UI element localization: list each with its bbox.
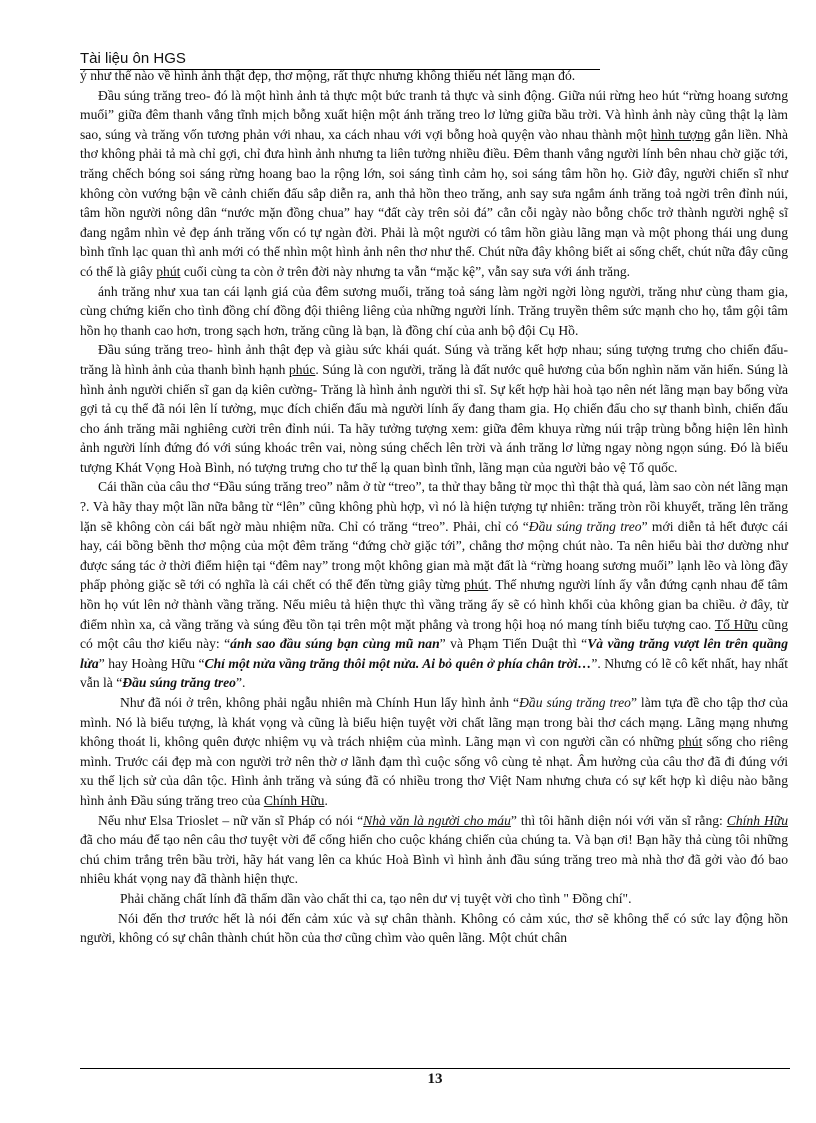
paragraph-1: Đầu súng trăng treo- đó là một hình ảnh tả thực một bức tranh tả thực và sinh động. Giữa núi rừng heo hút “rừng hoang sương muối” giữa đêm thanh vắng tĩnh mịch bỗng xuất hiện một ánh trăng treo lơ lửng giữa bầu trời. Và hình ảnh này cũng thật lạ làm sao, súng và trăng vốn tương phản với nhau, xa cách nhau với vợi bỗng hoà quyện vào nhau thành một hình tượng gắn liền. Nhà thơ không phải tả mà chỉ gợi, chỉ đưa hình ảnh nhưng ta liên tưởng nhiều điều. Đêm thanh vắng người lính bên nhau chờ giặc tới, trăng chếch bóng soi sáng rừng hoang bao la rộng lớn, soi sáng tình cảm họ, soi sáng tâm hồn họ. Giờ đây, người chiến sĩ như không còn vướng bận về cảnh chiến đấu sắp diễn ra, anh thả hồn theo trăng, anh say sưa ngắm ánh trăng toả ngời trên đỉnh núi, tâm hồn người nông dân “nước mặn đồng chua” hay “đất cày trên sỏi đá” cằn cỗi ngày nào bỗng chốc trở thành người nghệ sĩ đang ngắm nhìn vẻ đẹp ánh trăng vốn có tự ngàn đời. Phải là một người có tâm hồn giàu lãng mạn và một phong thái ung dung bình tĩnh lạc quan thì anh mới có thể nhìn một hình ảnh nên thơ như thế. Chút nữa đây không biết ai sống chết, chút nữa đây cũng có thể là giây phút cuối cùng ta còn ở trên đời này nhưng ta vẫn “mặc kệ”, vẫn say sưa với ánh trăng.	[80, 87, 788, 279]
paragraph-5: Như đã nói ở trên, không phải ngẫu nhiên mà Chính Hun lấy hình ảnh “Đầu súng trăng treo” làm tựa đề cho tập thơ của mình. Nó là biểu tượng, là khát vọng và cũng là biểu hiện tuyệt vời chất lãng mạn trong bài thơ cách mạng. Lãng mạng nhưng không thoát li, không quên được nhiệm vụ và trách nhiệm của mình. Lãng mạn vì con người cần có những phút sống cho riêng mình. Trước cái đẹp mà con người trở nên thờ ơ lãnh đạm thì cuộc sống vô cùng tẻ nhạt. Âm hưởng của câu thơ đã đi đúng với xu thế lịch sử của dân tộc. Hình ảnh trăng và súng đã có nhiều trong thơ Việt Nam nhưng chưa có sự kết hợp kì diệu nào bằng hình ảnh Đầu súng trăng treo của Chính Hữu.	[80, 695, 788, 808]
paragraph-3: Đầu súng trăng treo- hình ảnh thật đẹp và giàu sức khái quát. Súng và trăng kết hợp nhau; súng tượng trưng cho chiến đấu- trăng là hình ảnh của thanh bình hạnh phúc. Súng là con người, trăng là đất nước quê hương của bốn nghìn năm văn hiến. Súng là hình ảnh người chiến sĩ gan dạ kiên cường- Trăng là hình ảnh người thi sĩ. Sự kết hợp hài hoà tạo nên nét lãng mạn bay bổng vừa gợi tả cụ thể đã nói lên lí tưởng, mục đích chiến đấu mà người lính ấy đang tham gia. Họ chiến đấu cho sự thanh bình, chiến đấu cho ánh trăng mãi nghiêng cười trên đỉnh núi. Ta hãy tưởng tượng xem: giữa đêm khuya rừng núi trập trùng bỗng hiện lên hình ảnh người lính đứng đó với súng khoác trên vai, nòng súng chếch lên trời và ánh trăng lơ lửng ngay nòng ngọn súng. Đó là biểu tượng Khát Vọng Hoà Bình, nó tượng trưng cho tư thế lạ quan bình tĩnh, lãng mạn của người bảo vệ Tổ quốc.	[80, 342, 788, 475]
paragraph-7: Phải chăng chất lính đã thấm dần vào chất thi ca, tạo nên dư vị tuyệt vời cho tình " Đồng chí".	[120, 890, 632, 906]
paragraph-4: Cái thần của câu thơ “Đầu súng trăng treo” nằm ở từ “treo”, ta thử thay bằng từ mọc thì thật thà quá, làm sao còn nét lãng mạn ?. Và hãy thay một lần nữa bằng từ “lên” cũng không phù hợp, vì nó là hiện tượng tự nhiên: trăng tròn rồi khuyết, trăng lên trăng lặn sẽ không còn cái bất ngờ màu nhiệm nữa. Chỉ có trăng “treo”. Phải, chỉ có “Đầu súng trăng treo” mới diễn tả hết được cái hay, cái bồng bềnh thơ mộng của một đêm trăng “đứng chờ giặc tới”, chẳng thơ mộng chút nào. Ta nên hiểu bài thơ dường như được sáng tác ở thời điểm hiện tại “đêm nay” trong một không gian mà mặt đất là “rừng hoang sương muối” lạnh lẽo và lòng đầy phấp phỏng giặc sẽ tới có nghĩa là cái chết có thể đến từng giây từng phút. Thế nhưng người lính ấy vẫn đứng cạnh nhau để tâm hồn họ vút lên nở thành vầng trăng. Nếu miêu tả hiện thực thì vầng trăng ấy sẽ có hình khối của không gian ba chiều. ở đây, từ điểm nhìn xa, cả vầng trăng và súng đều tồn tại trên một mặt phẳng và trong hội hoạ nó mang tính biểu tượng cao. Tố Hữu cũng có một câu thơ kiểu này: “ánh sao đầu súng bạn cùng mũ nan” và Phạm Tiến Duật thì “Và vầng trăng vượt lên trên quầng lửa” hay Hoàng Hữu “Chỉ một nửa vầng trăng thôi một nửa. Ai bỏ quên ở phía chân trời…”. Nhưng có lẽ cô kết nhất, hay nhất vẫn là “Đầu súng trăng treo”.	[80, 479, 788, 691]
footer-rule	[80, 1068, 790, 1069]
paragraph-8: Nói đến thơ trước hết là nói đến cảm xúc và sự chân thành. Không có cảm xúc, thơ sẽ không thể có sức lay động hồn người, không có sự chân thành chút hồn của thơ cũng chìm vào quên lãng. Một chút chân	[80, 910, 788, 946]
paragraph-2: ánh trăng như xua tan cái lạnh giá của đêm sương muối, trăng toả sáng làm ngời ngời lòng người, trăng như cùng tham gia, cùng chứng kiến cho tình đồng chí đồng đội thiêng liêng của những người lính. Trăng truyền thêm sức mạnh cho họ, tắm gội tâm hồn họ thanh cao hơn, trong sạch hơn, trăng cũng là bạn, là đồng chí của anh bộ đội Cụ Hồ.	[80, 283, 788, 338]
header-title: Tài liệu ôn HGS	[80, 50, 186, 67]
page-number: 13	[427, 1071, 443, 1087]
paragraph-6: Nếu như Elsa Trioslet – nữ văn sĩ Pháp có nói “Nhà văn là người cho máu” thì tôi hãnh diện nói với văn sĩ rằng: Chính Hữu đã cho máu để tạo nên câu thơ tuyệt vời để cống hiến cho cuộc kháng chiến của chúng ta. Và bạn ơi! Bạn hãy thả cùng tôi những chú chim trắng trên bầu trời, hãy hát vang lên ca khúc Hoà Bình vì hình ảnh đầu súng trăng treo mà nhà thơ đã gởi vào đó bao nhiêu khát vọng nay đã thành hiện thực.	[80, 812, 788, 887]
paragraph-0: ý như thế nào về hình ảnh thật đẹp, thơ mộng, rất thực nhưng không thiếu nét lãng mạn đó.	[80, 68, 576, 83]
document-body	[80, 66, 788, 948]
